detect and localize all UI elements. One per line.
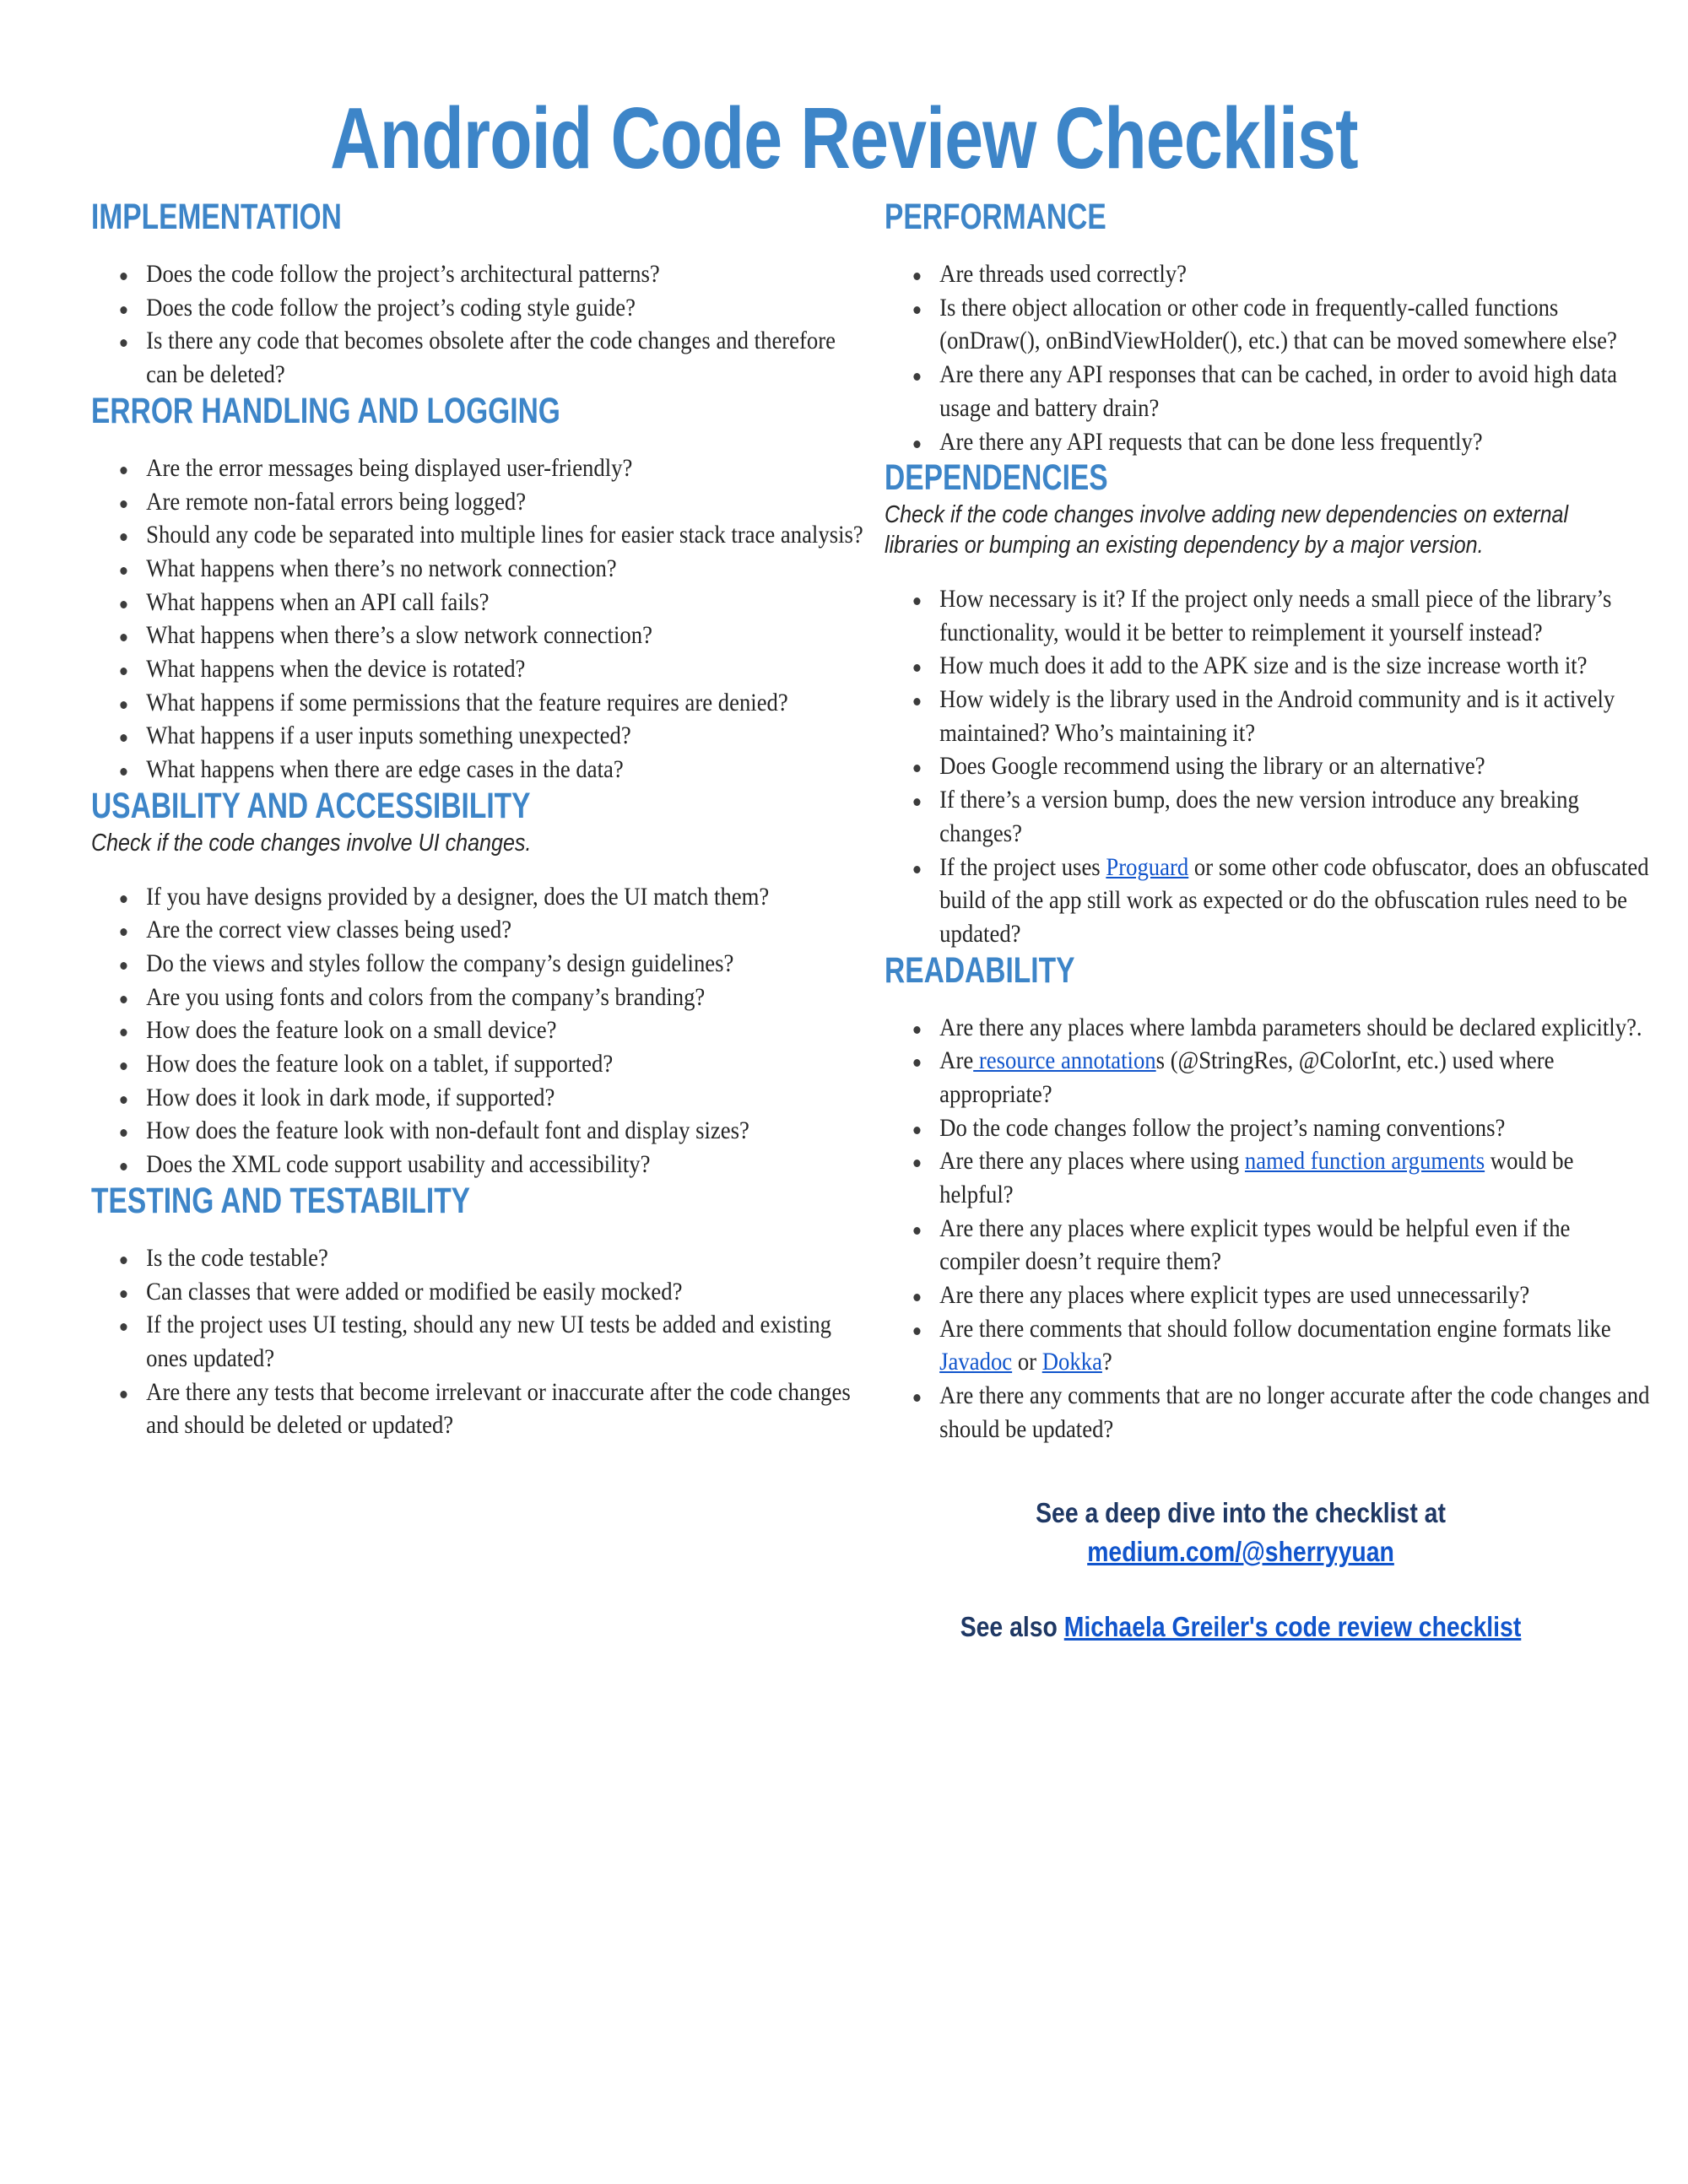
list-item: Is the code testable? — [91, 1242, 865, 1276]
section-heading-performance: PERFORMANCE — [885, 197, 1106, 237]
list-item: How does the feature look with non-default font and display sizes? — [91, 1115, 865, 1149]
list-item: If you have designs provided by a designer, does the UI match them? — [91, 881, 865, 915]
list-item: Does the XML code support usability and accessibility? — [91, 1149, 865, 1182]
list-item: What happens when there’s a slow network connection? — [91, 619, 865, 653]
list-item: Are there any places where lambda parameters should be declared explicitly?. — [885, 1012, 1652, 1046]
section-subtitle-usability: Check if the code changes involve UI changes. — [91, 829, 532, 857]
left-column — [91, 197, 863, 1443]
list-item: Do the views and styles follow the company’s design guidelines? — [91, 948, 865, 981]
list-item: What happens if a user inputs something unexpected? — [91, 720, 865, 754]
list-item: Are there any places where explicit types are used unnecessarily? — [885, 1279, 1652, 1313]
list-item: If the project uses Proguard or some other code obfuscator, does an obfuscated build of the app still work as expected or do the obfuscation rules need to be updated? — [885, 851, 1652, 952]
inline-link[interactable]: resource annotation — [973, 1047, 1156, 1075]
list-item: If the project uses UI testing, should any new UI tests be added and existing ones updated? — [91, 1309, 865, 1376]
footer-see-also-text: See also — [960, 1611, 1064, 1643]
footer-deep-dive-line — [934, 1533, 1547, 1571]
list-item: Are there any tests that become irrelevant or inaccurate after the code changes and should be deleted or updated? — [91, 1376, 865, 1443]
list-item: Are remote non-fatal errors being logged? — [91, 486, 865, 520]
list-item: How widely is the library used in the Android community and is it actively maintained? Who’s maintaining it? — [885, 684, 1652, 750]
list-item: Are there comments that should follow documentation engine formats like Javadoc or Dokka? — [885, 1313, 1652, 1380]
list-item: How does the feature look on a tablet, if supported? — [91, 1048, 865, 1082]
list-item: How much does it add to the APK size and is the size increase worth it? — [885, 650, 1652, 684]
list-item: Are there any API responses that can be cached, in order to avoid high data usage and battery drain? — [885, 359, 1652, 425]
list-item: Should any code be separated into multiple lines for easier stack trace analysis? — [91, 519, 865, 553]
checklist-implementation — [91, 258, 836, 392]
list-item: Does the code follow the project’s architectural patterns? — [91, 258, 865, 292]
list-item: Are threads used correctly? — [885, 258, 1652, 292]
section-heading-error-handling: ERROR HANDLING AND LOGGING — [91, 390, 560, 431]
list-item: Are the error messages being displayed user-friendly? — [91, 452, 865, 486]
list-item: Are there any places where using named function arguments would be helpful? — [885, 1145, 1652, 1212]
list-item: Are the correct view classes being used? — [91, 914, 865, 948]
list-item: What happens when there’s no network connection? — [91, 553, 865, 587]
inline-link[interactable]: Proguard — [1106, 853, 1189, 881]
list-item: If there’s a version bump, does the new version introduce any breaking changes? — [885, 784, 1652, 851]
page-title: Android Code Review Checklist — [330, 89, 1358, 187]
inline-link[interactable]: named function arguments — [1244, 1148, 1485, 1176]
footer-deep-dive-text: See a deep dive into the checklist at — [1036, 1497, 1446, 1529]
footer-see-also-line — [934, 1608, 1547, 1646]
list-item: Are there any places where explicit types would be helpful even if the compiler doesn’t require them? — [885, 1213, 1652, 1279]
list-item: How does the feature look on a small device? — [91, 1014, 865, 1048]
checklist-error-handling — [91, 452, 863, 787]
list-item: How necessary is it? If the project only needs a small piece of the library’s functionality, would it be better to reimplement it yourself instead? — [885, 583, 1652, 650]
checklist-readability — [885, 1012, 1650, 1447]
checklist-testing — [91, 1242, 851, 1443]
list-item: How does it look in dark mode, if supported? — [91, 1082, 865, 1116]
greiler-checklist-link[interactable]: Michaela Greiler's code review checklist — [1063, 1611, 1522, 1643]
section-subtitle-dependencies: Check if the code changes involve adding new dependencies on external libraries or bumping an existing dependency by a major version. — [885, 501, 1569, 560]
two-column-layout — [0, 198, 1688, 1646]
list-item: Can classes that were added or modified be easily mocked? — [91, 1276, 865, 1310]
list-item: Does Google recommend using the library or an alternative? — [885, 750, 1652, 784]
medium-link[interactable]: medium.com/@sherryyuan — [1087, 1535, 1394, 1567]
list-item: Is there any code that becomes obsolete after the code changes and therefore can be deleted? — [91, 325, 865, 392]
checklist-usability — [91, 881, 810, 1182]
section-heading-usability: USABILITY AND ACCESSIBILITY — [91, 785, 531, 826]
checklist-dependencies — [885, 583, 1649, 951]
right-column — [844, 197, 1650, 1646]
list-item: What happens when the device is rotated? — [91, 653, 865, 687]
checklist-performance — [885, 258, 1618, 459]
inline-link[interactable]: Dokka — [1041, 1349, 1102, 1376]
list-item: Do the code changes follow the project’s naming conventions? — [885, 1112, 1652, 1146]
list-item: Are there any API requests that can be done less frequently? — [885, 426, 1652, 460]
list-item: What happens if some permissions that the feature requires are denied? — [91, 687, 865, 721]
inline-link[interactable]: Javadoc — [939, 1349, 1013, 1376]
section-heading-implementation: IMPLEMENTATION — [91, 197, 342, 237]
section-heading-readability: READABILITY — [885, 949, 1075, 991]
section-heading-testing: TESTING AND TESTABILITY — [91, 1180, 471, 1221]
list-item: Are resource annotations (@StringRes, @ColorInt, etc.) used where appropriate? — [885, 1045, 1652, 1111]
list-item: Are you using fonts and colors from the company’s branding? — [91, 981, 865, 1015]
list-item: What happens when there are edge cases in the data? — [91, 754, 865, 787]
footer — [885, 1494, 1597, 1646]
list-item: What happens when an API call fails? — [91, 587, 865, 620]
section-heading-dependencies: DEPENDENCIES — [885, 457, 1108, 499]
list-item: Is there object allocation or other code in frequently-called functions (onDraw(), onBindViewHolder(), etc.) that can be moved somewhere else? — [885, 292, 1652, 359]
list-item: Are there any comments that are no longer accurate after the code changes and should be updated? — [885, 1380, 1652, 1446]
list-item: Does the code follow the project’s coding style guide? — [91, 292, 865, 326]
